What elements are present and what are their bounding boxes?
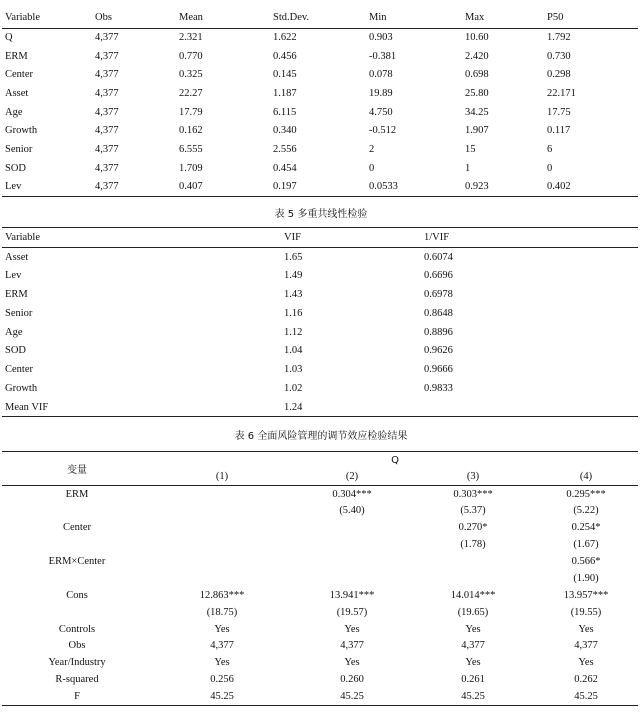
table-cell: 14.014*** [450,589,496,601]
table-cell: 10.60 [465,32,489,44]
table-cell: 0.262 [574,674,598,686]
row-label: ERM [65,488,89,500]
table-cell: 0.770 [179,50,203,62]
table-cell: 13.957*** [563,589,609,601]
table-cell: 4,377 [95,50,119,62]
table-cell: 6.115 [273,106,297,118]
table-cell: (1.90) [573,572,599,584]
table-cell: 0.303*** [453,488,493,500]
row-label: ERM×Center [48,556,106,567]
table-cell: 0.304*** [332,488,372,500]
table-cell [152,519,292,536]
row-label [2,604,152,621]
table-row [2,47,638,66]
table-cell: 1.709 [179,162,203,174]
table-row [2,323,638,342]
col-number: (2) [292,469,412,486]
table-cell: 22.171 [547,87,576,99]
table-row [2,486,638,503]
table-cell: 0.6074 [424,251,453,263]
table-cell: 0.0533 [369,181,398,193]
table-row [2,398,638,417]
table-cell: 4,377 [95,106,119,118]
col-number: (4) [534,469,638,486]
table-cell: 0.260 [340,674,364,686]
table-cell: 25.80 [465,87,489,99]
row-label: Controls [58,623,96,635]
table-row [2,103,638,122]
table-cell: (19.57) [336,606,368,618]
table-cell: 15 [465,143,476,155]
table-cell: 1.24 [284,401,303,413]
row-label [2,570,152,587]
table-cell: 4,377 [95,69,119,81]
table-cell: 0.6696 [424,270,453,282]
table-cell [292,570,412,587]
table-cell: 1.907 [465,125,489,137]
table-cell: 17.79 [179,106,203,118]
summary-header-row [2,8,638,28]
table-cell: 0.8896 [424,326,453,338]
col-header: Mean [179,8,273,28]
table-row [2,570,638,587]
row-label: R-squared [55,674,99,686]
table-cell: (5.22) [573,505,599,517]
table-cell: Yes [578,623,594,635]
col-header: P50 [547,8,638,28]
table-row [2,604,638,621]
col-header: Variable [2,228,284,248]
row-label: Lev [5,270,22,282]
table-row [2,266,638,285]
table-cell: 0.256 [210,674,234,686]
row-label: Asset [5,87,29,99]
table-cell: (5.40) [339,505,365,517]
table-row [2,140,638,159]
table-row [2,671,638,688]
table-cell: 6.555 [179,143,203,155]
table-cell [412,553,534,570]
table-cell [292,519,412,536]
col-header: Std.Dev. [273,8,369,28]
table-row [2,65,638,84]
table-cell: (18.75) [206,606,238,618]
moderation-table [2,451,638,706]
table-cell: 4,377 [461,640,485,652]
table-cell: 4,377 [95,143,119,155]
row-label: Cons [66,589,88,601]
table-cell: 0.162 [179,125,203,137]
table-cell: 4.750 [369,106,393,118]
table-cell [152,502,292,519]
table-cell: 0.261 [461,674,485,686]
row-label: Senior [5,307,33,319]
table-cell [152,536,292,553]
table-cell: 1.65 [284,251,303,263]
table6-caption: 表 6 全面风险管理的调节效应检验结果 [234,431,408,442]
col-number: (3) [412,469,534,486]
col-header: Variable [2,8,95,28]
table-cell: Yes [214,623,230,635]
table-cell: (19.55) [570,606,602,618]
table-cell: 0.566* [571,556,601,567]
table-cell: 4,377 [340,640,364,652]
table-row [2,502,638,519]
table-cell: 12.863*** [199,589,245,601]
table-row [2,178,638,197]
table-cell: (1.78) [460,539,486,551]
summary-stats-table [2,8,638,197]
row-label: Center [5,364,33,376]
table-cell: 0.254* [571,522,601,534]
row-label: Year/Industry [48,657,106,669]
table-row [2,638,638,655]
table-cell: Yes [465,657,481,669]
table-cell [152,553,292,570]
table-cell: 0.8648 [424,307,453,319]
table-cell: 0.9833 [424,382,453,394]
col-number: (1) [152,469,292,486]
table-cell: (5.37) [460,505,486,517]
row-label [2,536,152,553]
table-cell: 1.04 [284,345,303,357]
table-cell: 2 [369,143,375,155]
table-cell: 0.295*** [566,488,606,500]
table-cell: 1.622 [273,32,297,44]
table-cell: 0.407 [179,181,203,193]
table-cell: 19.89 [369,87,393,99]
table-cell: 0.903 [369,32,393,44]
row-label: SOD [5,162,27,174]
table-cell: Yes [344,657,360,669]
row-label: Senior [5,143,33,155]
table-cell: 2.321 [179,32,203,44]
row-label: Center [5,69,33,81]
row-label: Center [63,522,91,534]
table-cell: 45.25 [574,690,598,702]
table-cell [424,398,638,417]
table-cell [292,553,412,570]
table-cell: 0.340 [273,125,297,137]
table-cell: 0.923 [465,181,489,193]
table-cell: (19.65) [457,606,489,618]
table-row [2,84,638,103]
table-cell: 1.02 [284,382,303,394]
table-cell: 0.325 [179,69,203,81]
table-row [2,285,638,304]
table-cell [292,536,412,553]
table-row [2,121,638,140]
table-cell: 0.197 [273,181,297,193]
table-cell: (1.67) [573,539,599,551]
table-cell: -0.381 [369,50,397,62]
table-cell: 4,377 [95,87,119,99]
table-row [2,536,638,553]
col-header: Min [369,8,465,28]
table-cell: 22.27 [179,87,203,99]
table-cell [152,486,292,503]
row-label: Obs [68,640,86,652]
col-header: VIF [284,228,424,248]
table-cell: 1.187 [273,87,297,99]
row-label: Mean VIF [5,401,49,413]
vif-header-row [2,228,638,248]
table-cell: 0 [547,162,553,174]
table-cell: 0.730 [547,50,571,62]
table-cell: 1.16 [284,307,303,319]
col-header: 1/VIF [424,228,638,248]
table-cell: 0.078 [369,69,393,81]
table-cell: 34.25 [465,106,489,118]
row-label: Lev [5,181,22,193]
row-label: Age [5,326,23,338]
dep-var-row [2,452,638,469]
table-cell: 2.556 [273,143,297,155]
table-cell: 0.402 [547,181,571,193]
row-label: Growth [5,125,38,137]
table-row [2,688,638,705]
row-label: Growth [5,382,38,394]
table-row [2,159,638,178]
table-row [2,28,638,47]
table-cell [152,570,292,587]
table-cell: 0.117 [547,125,571,137]
table-cell: 4,377 [95,162,119,174]
table-cell: 0.9666 [424,364,453,376]
row-label: ERM [5,50,28,62]
table-row [2,587,638,604]
table-cell: 0.9626 [424,345,453,357]
table-cell: 0.454 [273,162,297,174]
table-cell: 0.6978 [424,288,453,300]
table-cell: 1.43 [284,288,303,300]
table-row [2,360,638,379]
row-label: Asset [5,251,29,263]
row-label: SOD [5,345,27,357]
col-header: Max [465,8,547,28]
variable-header: 变量 [2,452,152,486]
table-cell: 1.49 [284,270,303,282]
row-label: ERM [5,288,28,300]
table-cell: 2.420 [465,50,489,62]
table-cell: Yes [465,623,481,635]
row-label: Q [5,32,13,44]
table-cell: 45.25 [340,690,364,702]
row-label [2,502,152,519]
row-label: F [74,690,80,702]
vif-table [2,227,638,417]
table5-caption: 表 5 多重共线性检验 [274,209,368,220]
table-cell: 0.698 [465,69,489,81]
table-cell: 45.25 [210,690,234,702]
table-cell: 1.12 [284,326,303,338]
table-cell: 17.75 [547,106,571,118]
table-cell: 0.145 [273,69,297,81]
table-cell: 45.25 [461,690,485,702]
table-cell: 6 [547,143,553,155]
table-cell: 4,377 [210,640,234,652]
table-row [2,248,638,267]
table-cell [412,570,534,587]
table-cell: Yes [214,657,230,669]
table-cell: 0 [369,162,375,174]
table-cell: 4,377 [95,32,119,44]
table-cell: 0.270* [458,522,488,534]
table-row [2,379,638,398]
table-row [2,519,638,536]
table-cell: -0.512 [369,125,397,137]
table-cell: 4,377 [95,125,119,137]
table-cell: Yes [344,623,360,635]
dependent-variable-label: Q [391,454,399,466]
table-cell: 4,377 [95,181,119,193]
table-row [2,341,638,360]
table-row [2,304,638,323]
table-cell: 0.456 [273,50,297,62]
col-header: Obs [95,8,179,28]
table-row [2,654,638,671]
table-cell: Yes [578,657,594,669]
table-cell: 1 [465,162,471,174]
row-label: Age [5,106,23,118]
table-cell: 1.792 [547,32,571,44]
table-cell: 4,377 [574,640,598,652]
table-cell: 13.941*** [329,589,375,601]
table-row [2,553,638,570]
table-cell: 1.03 [284,364,303,376]
table-cell: 0.298 [547,69,571,81]
table-row [2,621,638,638]
